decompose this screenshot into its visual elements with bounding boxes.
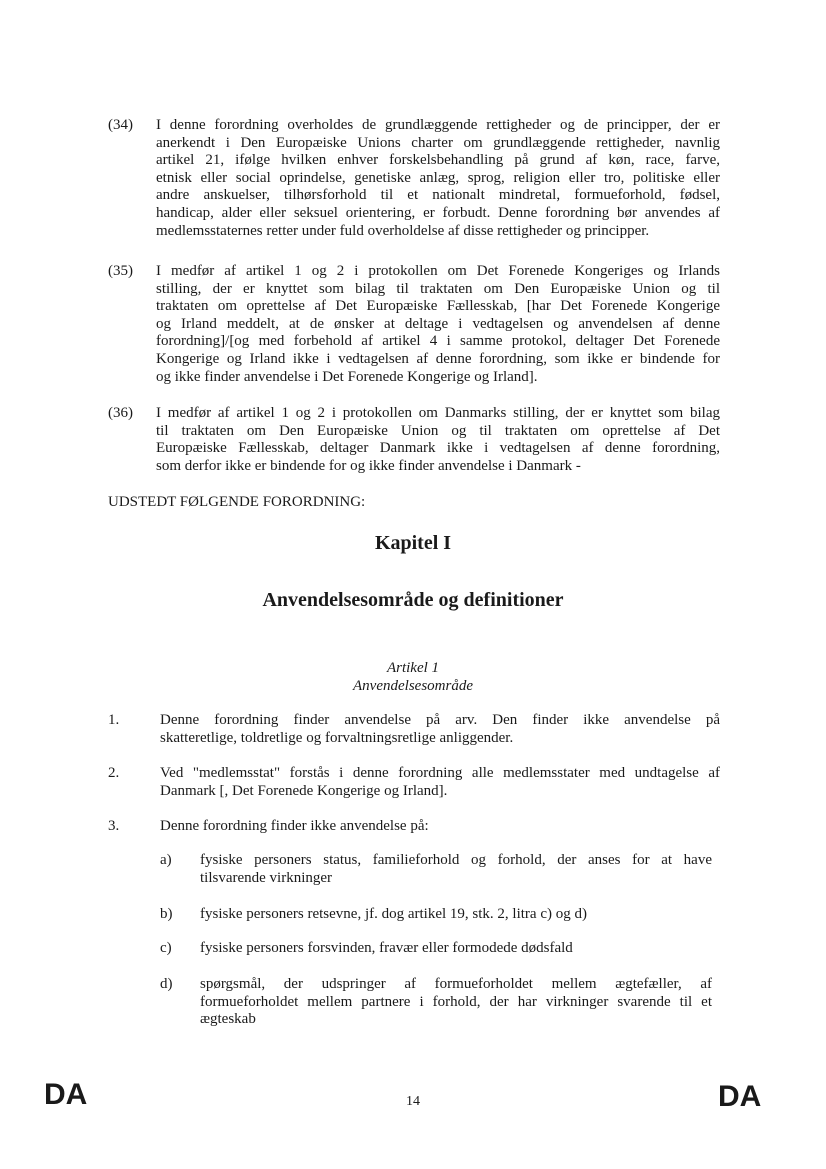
recital-number: (35) [108,263,133,279]
text-line: traktaten om oprettelse af Det Europæiske Fællesskab, [har Det Forenede Kongerige [156,298,720,315]
text-line: fysiske personers forsvinden, fravær eller formodede dødsfald [200,940,573,956]
text-line: og Irland meddelt, at de ønsker at deltage i vedtagelsen og anvendelsen af denne [156,315,720,332]
text-line: fysiske personers status, familieforhold og forhold, der anses for at have [200,852,712,868]
language-code-left: DA [44,1078,88,1111]
text-line: artikel 21, ifølge hvilken enhver forskelsbehandling på grund af køn, race, farve, [156,152,720,169]
subitem-a [160,852,712,887]
chapter-title: Anvendelsesområde og definitioner [262,589,564,611]
recital-number: (36) [108,405,133,421]
text-line: andre anskuelser, tilhørsforhold til et nationalt mindretal, formueforhold, fødsel, [156,187,720,204]
text-line: Europæiske Fællesskab, deltager Danmark ikke i vedtagelsen af denne forordning, [156,440,720,457]
text-line: til traktaten om Den Europæiske Union og til traktaten om oprettelse af Det [156,422,720,439]
text-line: fysiske personers retsevne, jf. dog artikel 19, stk. 2, litra c) og d) [200,906,587,922]
text-line: Denne forordning finder ikke anvendelse på: [160,818,429,834]
text-line: etnisk eller social oprindelse, genetiske anlæg, sprog, religion eller tro, politiske eller [156,169,720,186]
subitem-b [160,906,712,924]
text-line: Denne forordning finder anvendelse på arv. Den finder ikke anvendelse på [160,712,720,728]
text-line: anerkendt i Den Europæiske Unions charter om grundlæggende rettigheder, navnlig [156,134,720,151]
paragraph-2 [108,765,720,800]
page-number: 14 [406,1094,420,1109]
paragraph-number: 2. [108,765,120,781]
subitem-letter: a) [160,852,172,868]
subitem-letter: b) [160,906,173,922]
article-number: Artikel 1 [386,660,440,676]
text-line: skatteretlige, toldretlige og forvaltningsretlige anliggender. [160,729,514,746]
paragraph-number: 1. [108,712,120,728]
text-line: tilsvarende virkninger [200,869,333,886]
text-line: stilling, der er knyttet som bilag til traktaten om Den Europæiske Union og til [156,280,720,297]
article-title: Anvendelsesområde [353,678,473,694]
recital-34 [108,117,720,240]
text-line: Danmark [, Det Forenede Kongerige og Irland]. [160,782,448,799]
text-line: Kongerige og Irland ikke i vedtagelsen af denne forordning, som ikke er bindende for [156,350,720,367]
enacting-formula: UDSTEDT FØLGENDE FORORDNING: [108,494,366,510]
text-line: I medfør af artikel 1 og 2 i protokollen om Det Forenede Kongeriges og Irlands [156,263,720,279]
text-line: og ikke finder anvendelse i Det Forenede Kongerige og Irland]. [156,368,538,385]
text-line: forordning]/[og med forbehold af artikel 4 i samme protokol, deltager Det Forenede [156,333,720,350]
text-line: medlemsstaternes retter under fuld overholdelse af disse rettigheder og principper. [156,222,650,239]
text-line: Ved "medlemsstat" forstås i denne forordning alle medlemsstater med undtagelse af [160,765,720,781]
subitem-letter: c) [160,940,172,956]
text-line: ægteskab [200,1011,256,1028]
text-line: som derfor ikke er bindende for og ikke finder anvendelse i Danmark - [156,457,581,474]
paragraph-1 [108,712,720,747]
subitem-letter: d) [160,976,173,992]
language-code-right: DA [718,1080,762,1113]
chapter-heading: Kapitel I [374,532,452,554]
text-line: handicap, alder eller seksuel orientering, er forbudt. Denne forordning bør anvendes af [156,204,720,221]
paragraph-3 [108,818,720,836]
subitem-c [160,940,712,958]
text-line: formueforholdet mellem partnere i forhold, der har virkninger svarende til et [200,993,712,1010]
paragraph-number: 3. [108,818,120,834]
recital-35 [108,263,720,386]
text-line: spørgsmål, der udspringer af formueforholdet mellem ægtefæller, af [200,976,712,992]
recital-36 [108,405,720,475]
text-line: I denne forordning overholdes de grundlæggende rettigheder og de principper, der er [156,117,720,133]
subitem-d [160,976,712,1029]
recital-number: (34) [108,117,133,133]
text-line: I medfør af artikel 1 og 2 i protokollen om Danmarks stilling, der er knyttet som bilag [156,405,720,421]
